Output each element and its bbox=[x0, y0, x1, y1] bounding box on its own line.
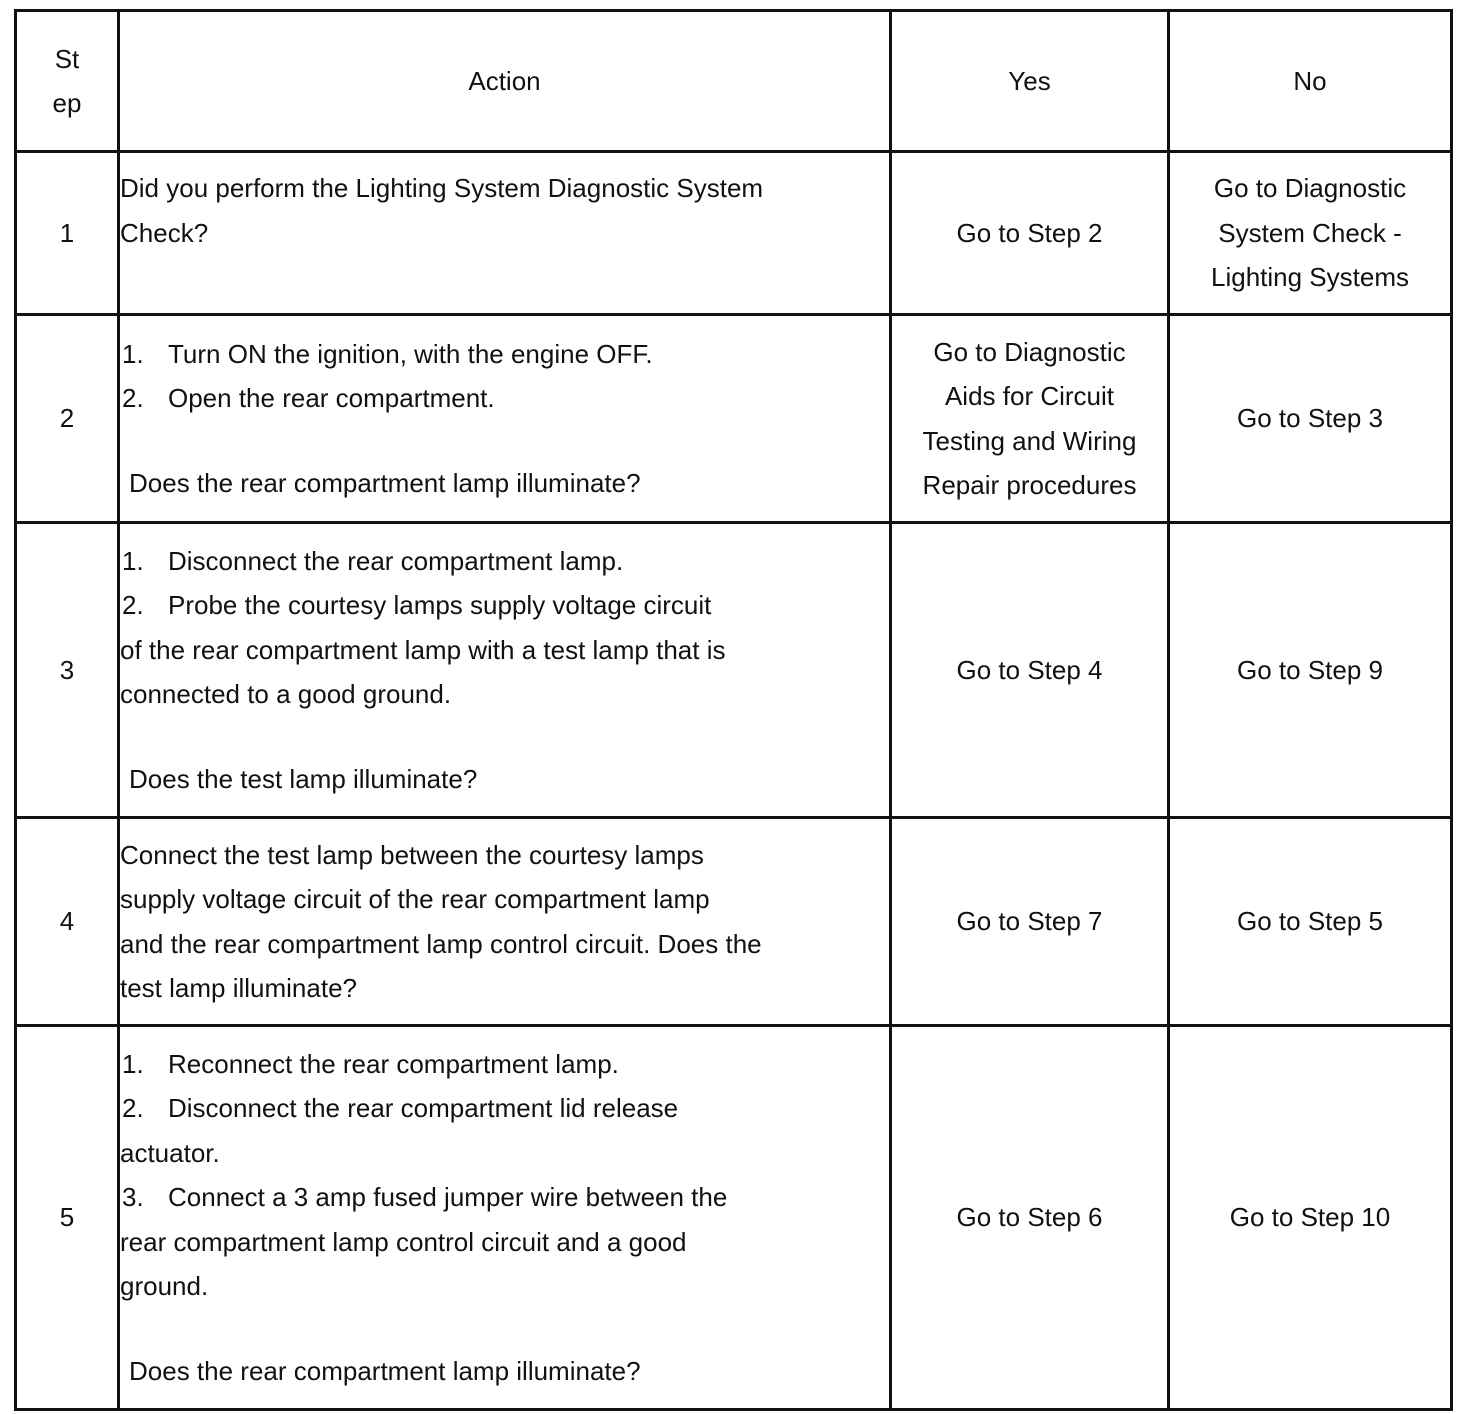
yes-cell: Go to Diagnostic Aids for Circuit Testing and Wiring Repair procedures bbox=[891, 315, 1169, 523]
action-cell: 1. Reconnect the rear compartment lamp. 2. Disconnect the rear compartment lid release actuator. 3. Connect a 3 amp fused jumper wire between the rear compartment lamp control circuit and a good ground. Does the rear compartment lamp illuminate? bbox=[119, 1026, 891, 1410]
action-cell bbox=[119, 315, 891, 523]
no-cell: Go to Diagnostic System Check - Lighting Systems bbox=[1169, 152, 1452, 315]
table-row bbox=[16, 315, 1452, 523]
step-number: 2 bbox=[16, 315, 119, 523]
question: Does the rear compartment lamp illuminate? bbox=[129, 1355, 641, 1386]
action-cell: Connect the test lamp between the courtesy lamps supply voltage circuit of the rear compartment lamp and the rear compartment lamp control circuit. Does the test lamp illuminate? bbox=[119, 818, 891, 1026]
step-number: 1 bbox=[16, 152, 119, 315]
question: Does the test lamp illuminate? bbox=[129, 763, 478, 794]
diagnostic-table bbox=[14, 9, 1453, 1411]
table-row bbox=[16, 523, 1452, 818]
list-item: 2. Disconnect the rear compartment lid release bbox=[122, 1093, 679, 1124]
step-number: 5 bbox=[16, 1026, 119, 1410]
no-cell: Go to Step 10 bbox=[1169, 1026, 1452, 1410]
question: Does the rear compartment lamp illuminate? bbox=[129, 467, 641, 498]
no-cell: Go to Step 3 bbox=[1169, 315, 1452, 523]
header-row bbox=[16, 11, 1452, 152]
list-item: 2. Probe the courtesy lamps supply voltage circuit bbox=[122, 590, 712, 621]
table-row bbox=[16, 152, 1452, 315]
list-item: 1. Disconnect the rear compartment lamp. bbox=[122, 545, 624, 576]
yes-cell: Go to Step 4 bbox=[891, 523, 1169, 818]
no-cell: Go to Step 5 bbox=[1169, 818, 1452, 1026]
list-item: 1. Reconnect the rear compartment lamp. bbox=[122, 1048, 619, 1079]
list-item: 3. Connect a 3 amp fused jumper wire between the bbox=[122, 1182, 728, 1213]
yes-cell: Go to Step 7 bbox=[891, 818, 1169, 1026]
list-item: 1. Turn ON the ignition, with the engine OFF. bbox=[122, 338, 653, 369]
step-number: 3 bbox=[16, 523, 119, 818]
header-yes: Yes bbox=[891, 11, 1169, 152]
header-action: Action bbox=[119, 11, 891, 152]
action-cell: Did you perform the Lighting System Diagnostic System Check? bbox=[119, 152, 891, 315]
step-number: 4 bbox=[16, 818, 119, 1026]
yes-cell: Go to Step 6 bbox=[891, 1026, 1169, 1410]
list-item: 2. Open the rear compartment. bbox=[122, 383, 495, 414]
yes-cell: Go to Step 2 bbox=[891, 152, 1169, 315]
table-row bbox=[16, 818, 1452, 1026]
action-cell: 1. Disconnect the rear compartment lamp. 2. Probe the courtesy lamps supply voltage circuit of the rear compartment lamp with a test lamp that is connected to a good ground. Does the test lamp illuminate? bbox=[119, 523, 891, 818]
no-cell: Go to Step 9 bbox=[1169, 523, 1452, 818]
table-row bbox=[16, 1026, 1452, 1410]
header-step: St ep bbox=[16, 11, 119, 152]
header-no: No bbox=[1169, 11, 1452, 152]
